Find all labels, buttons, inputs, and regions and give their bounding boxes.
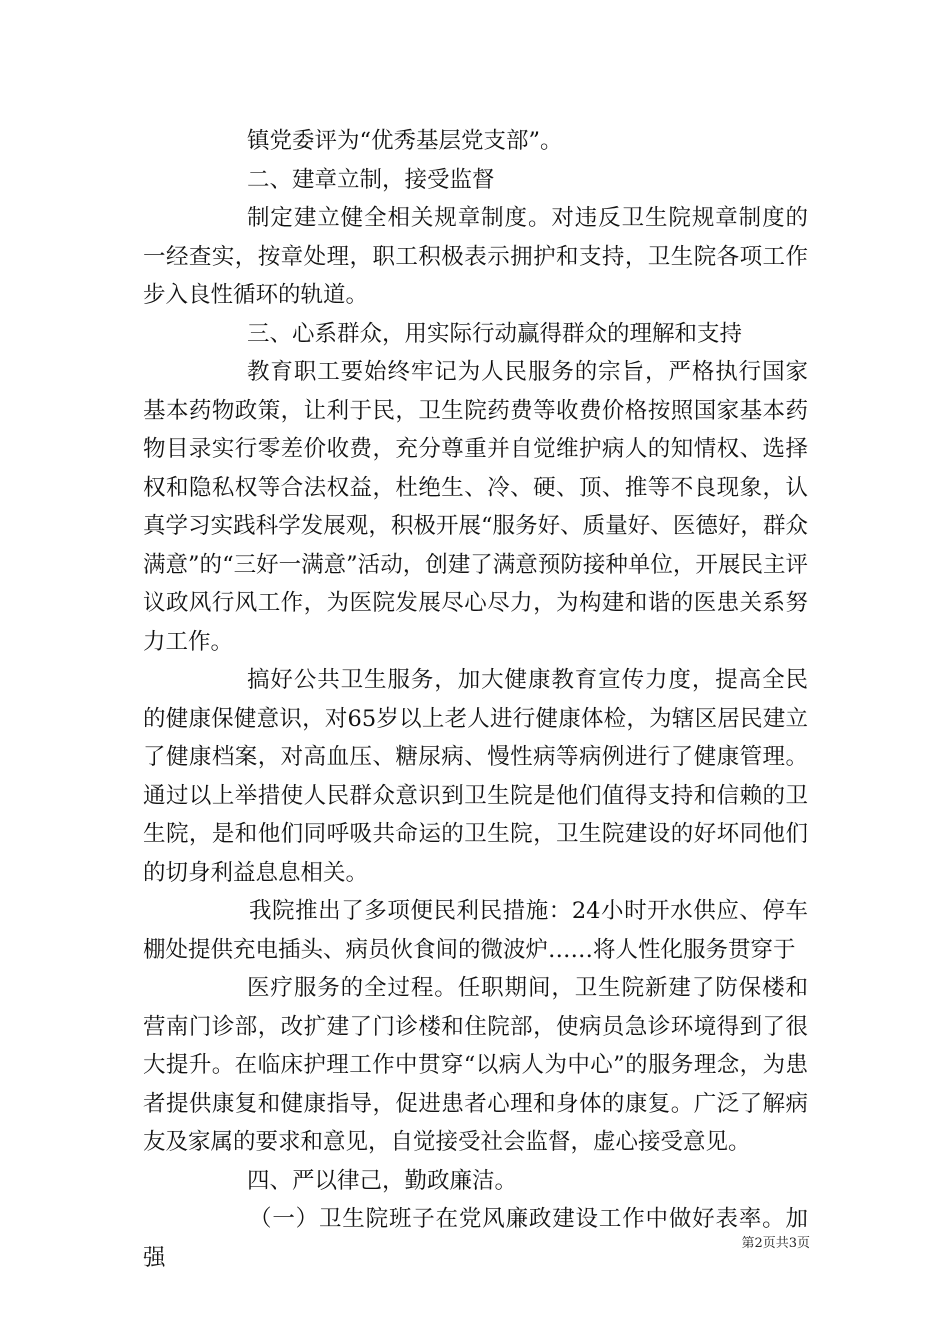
page-number-footer: 第2页共3页 [741,1236,810,1251]
paragraph: 搞好公共卫生服务，加大健康教育宣传力度，提高全民的健康保健意识，对65岁以上老人进行健康体检，为辖区居民建立了健康档案，对高血压、糖尿病、慢性病等病例进行了健康管理。通过以上举措使人民群众意识到卫生院是他们值得支持和信赖的卫生院，是和他们同呼吸共命运的卫生院，卫生院建设的好坏同他们的切身利益息息相关。 [143,667,808,886]
paragraph: 我院推出了多项便民利民措施：24小时开水供应、停车棚处提供充电插头、病员伙食间的微波炉……将人性化服务贯穿于 [143,898,808,963]
paragraph: 医疗服务的全过程。任职期间，卫生院新建了防保楼和营南门诊部，改扩建了门诊楼和住院部，使病员急诊环境得到了很大提升。在临床护理工作中贯穿“以病人为中心”的服务理念，为患者提供康复和健康指导，促进患者心理和身体的康复。广泛了解病友及家属的要求和意见，自觉接受社会监督，虚心接受意见。 [143,975,808,1155]
paragraph: 教育职工要始终牢记为人民服务的宗旨，严格执行国家基本药物政策，让利于民，卫生院药费等收费价格按照国家基本药物目录实行零差价收费，充分尊重并自觉维护病人的知情权、选择权和隐私权等合法权益，杜绝生、冷、硬、顶、推等不良现象，认真学习实践科学发展观，积极开展“服务好、质量好、医德好，群众满意”的“三好一满意”活动，创建了满意预防接种单位，开展民主评议政风行风工作，为医院发展尽心尽力，为构建和谐的医患关系努力工作。 [143,359,808,655]
subsection-heading: （一）卫生院班子在党风廉政建设工作中做好表率。加强 [143,1206,808,1271]
section-heading-4: 四、严以律己，勤政廉洁。 [247,1167,518,1194]
document-body [143,122,808,1277]
paragraph-continuation: 镇党委评为“优秀基层党支部”。 [247,128,563,154]
paragraph: 制定建立健全相关规章制度。对违反卫生院规章制度的一经查实，按章处理，职工积极表示拥护和支持，卫生院各项工作步入良性循环的轨道。 [143,205,808,308]
section-heading-2: 二、建章立制，接受监督 [247,166,495,193]
section-heading-3: 三、心系群众，用实际行动赢得群众的理解和支持 [247,320,743,347]
